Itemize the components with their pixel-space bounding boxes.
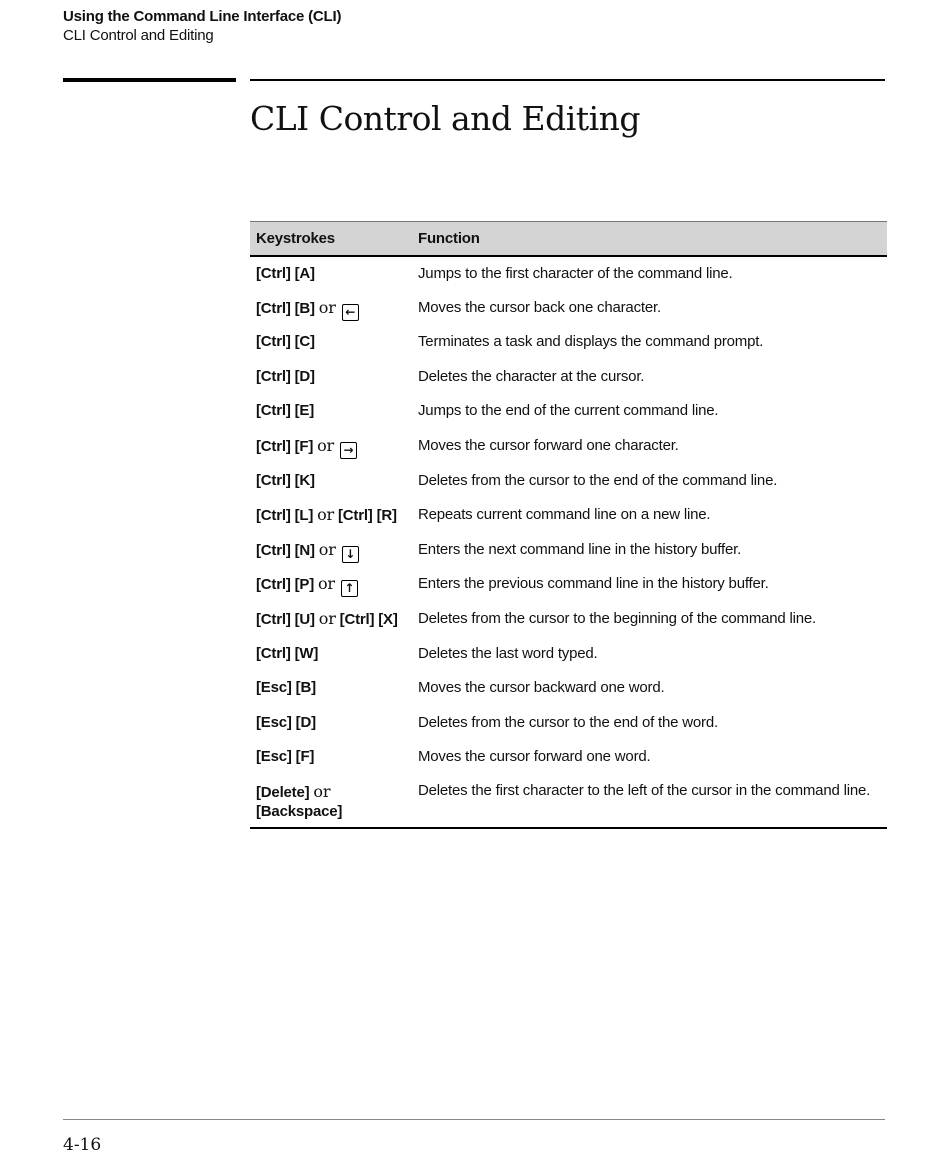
- keystroke-text: [Ctrl] [C]: [256, 333, 315, 351]
- function-cell: Jumps to the first character of the command line.: [418, 265, 733, 282]
- table-row: [250, 671, 887, 706]
- keystroke-text: [Esc] [D]: [256, 713, 316, 731]
- table-row: [250, 291, 887, 326]
- table-header-row: [250, 222, 887, 257]
- function-cell: Deletes from the cursor to the beginning of the command line.: [418, 609, 817, 627]
- keystroke-cell: [250, 256, 414, 291]
- keystroke-alt-text: [Backspace]: [256, 802, 343, 820]
- function-cell: Deletes the character at the cursor.: [418, 367, 645, 385]
- table-row: [250, 567, 887, 602]
- table-row: [250, 602, 887, 637]
- keystroke-cell: [250, 637, 414, 672]
- function-cell: Terminates a task and displays the command prompt.: [418, 333, 764, 351]
- or-word: or: [318, 297, 336, 317]
- table-row: [250, 394, 887, 429]
- or-word: or: [317, 435, 335, 455]
- function-cell: Deletes the first character to the left of the cursor in the command line.: [414, 775, 887, 828]
- or-word: or: [317, 505, 335, 525]
- or-word: or: [318, 539, 336, 559]
- keystroke-cell: [250, 498, 414, 533]
- function-cell: Enters the next command line in the history buffer.: [418, 540, 742, 558]
- column-header-function: Function: [414, 222, 887, 257]
- keystroke-cell: [250, 291, 414, 326]
- keystroke-text: [Delete]: [256, 783, 310, 801]
- keystroke-cell: [250, 706, 414, 741]
- keystroke-text: [Ctrl] [B]: [256, 299, 315, 317]
- arrow-left-key-icon: ←: [342, 304, 359, 321]
- keystroke-text: [Ctrl] [W]: [256, 644, 319, 662]
- function-cell: Moves the cursor backward one word.: [418, 679, 665, 697]
- running-header-title: Using the Command Line Interface (CLI): [63, 8, 342, 25]
- keystroke-cell: [250, 567, 414, 602]
- table-row: [250, 360, 887, 395]
- page-number: 4-16: [63, 1135, 102, 1155]
- keystroke-text: [Ctrl] [A]: [256, 265, 315, 282]
- keystroke-text: [Ctrl] [P]: [256, 576, 314, 594]
- table-row: [250, 256, 887, 291]
- keystroke-cell: [250, 429, 414, 464]
- keystroke-text: [Esc] [B]: [256, 679, 316, 697]
- keystroke-text: [Ctrl] [E]: [256, 402, 314, 420]
- arrow-right-key-icon: →: [340, 442, 357, 459]
- keystroke-cell: [250, 533, 414, 568]
- running-header: [63, 7, 341, 45]
- running-header-subtitle: CLI Control and Editing: [63, 27, 214, 44]
- table-row: [250, 775, 887, 828]
- keystroke-text: [Ctrl] [N]: [256, 541, 315, 559]
- header-rule-thick: [63, 78, 236, 82]
- header-rule-thin: [250, 79, 885, 81]
- keystroke-cell: [250, 325, 414, 360]
- function-cell: Deletes the last word typed.: [418, 644, 598, 662]
- keystroke-alt-text: [Ctrl] [R]: [337, 507, 397, 525]
- table-row: [250, 429, 887, 464]
- keystroke-text: [Ctrl] [D]: [256, 367, 315, 385]
- table-row: [250, 464, 887, 499]
- table-row: [250, 637, 887, 672]
- function-cell: Moves the cursor forward one word.: [418, 748, 651, 766]
- function-cell: Enters the previous command line in the history buffer.: [418, 575, 769, 593]
- keystroke-cell: [250, 775, 414, 828]
- keystroke-cell: [250, 671, 414, 706]
- keystroke-cell: [250, 464, 414, 499]
- table-row: [250, 706, 887, 741]
- or-word: or: [317, 574, 335, 594]
- function-cell: Jumps to the end of the current command line.: [418, 402, 719, 420]
- or-word: or: [318, 608, 336, 628]
- arrow-down-key-icon: ↓: [342, 546, 359, 563]
- keystroke-alt-text: [Ctrl] [X]: [339, 610, 398, 628]
- function-cell: Moves the cursor forward one character.: [418, 436, 679, 454]
- table-row: [250, 740, 887, 775]
- keystroke-text: [Ctrl] [K]: [256, 471, 315, 489]
- table-row: [250, 325, 887, 360]
- keystroke-table: [250, 221, 887, 829]
- keystroke-cell: [250, 740, 414, 775]
- keystroke-text: [Ctrl] [L]: [256, 507, 314, 525]
- or-word: or: [313, 781, 331, 801]
- keystroke-cell: [250, 360, 414, 395]
- footer-rule: [63, 1119, 885, 1120]
- keystroke-text: [Esc] [F]: [256, 748, 315, 766]
- keystroke-text: [Ctrl] [F]: [256, 437, 314, 455]
- column-header-keystrokes: Keystrokes: [250, 222, 414, 257]
- keystroke-cell: [250, 602, 414, 637]
- table-row: [250, 533, 887, 568]
- keystroke-text: [Ctrl] [U]: [256, 610, 315, 628]
- function-cell: Deletes from the cursor to the end of the command line.: [418, 471, 778, 489]
- keystroke-cell: [250, 394, 414, 429]
- function-cell: Repeats current command line on a new line.: [418, 506, 711, 524]
- table-row: [250, 498, 887, 533]
- section-title: CLI Control and Editing: [250, 99, 641, 138]
- arrow-up-key-icon: ↑: [341, 580, 358, 597]
- function-cell: Deletes from the cursor to the end of the word.: [418, 713, 718, 731]
- function-cell: Moves the cursor back one character.: [418, 298, 661, 316]
